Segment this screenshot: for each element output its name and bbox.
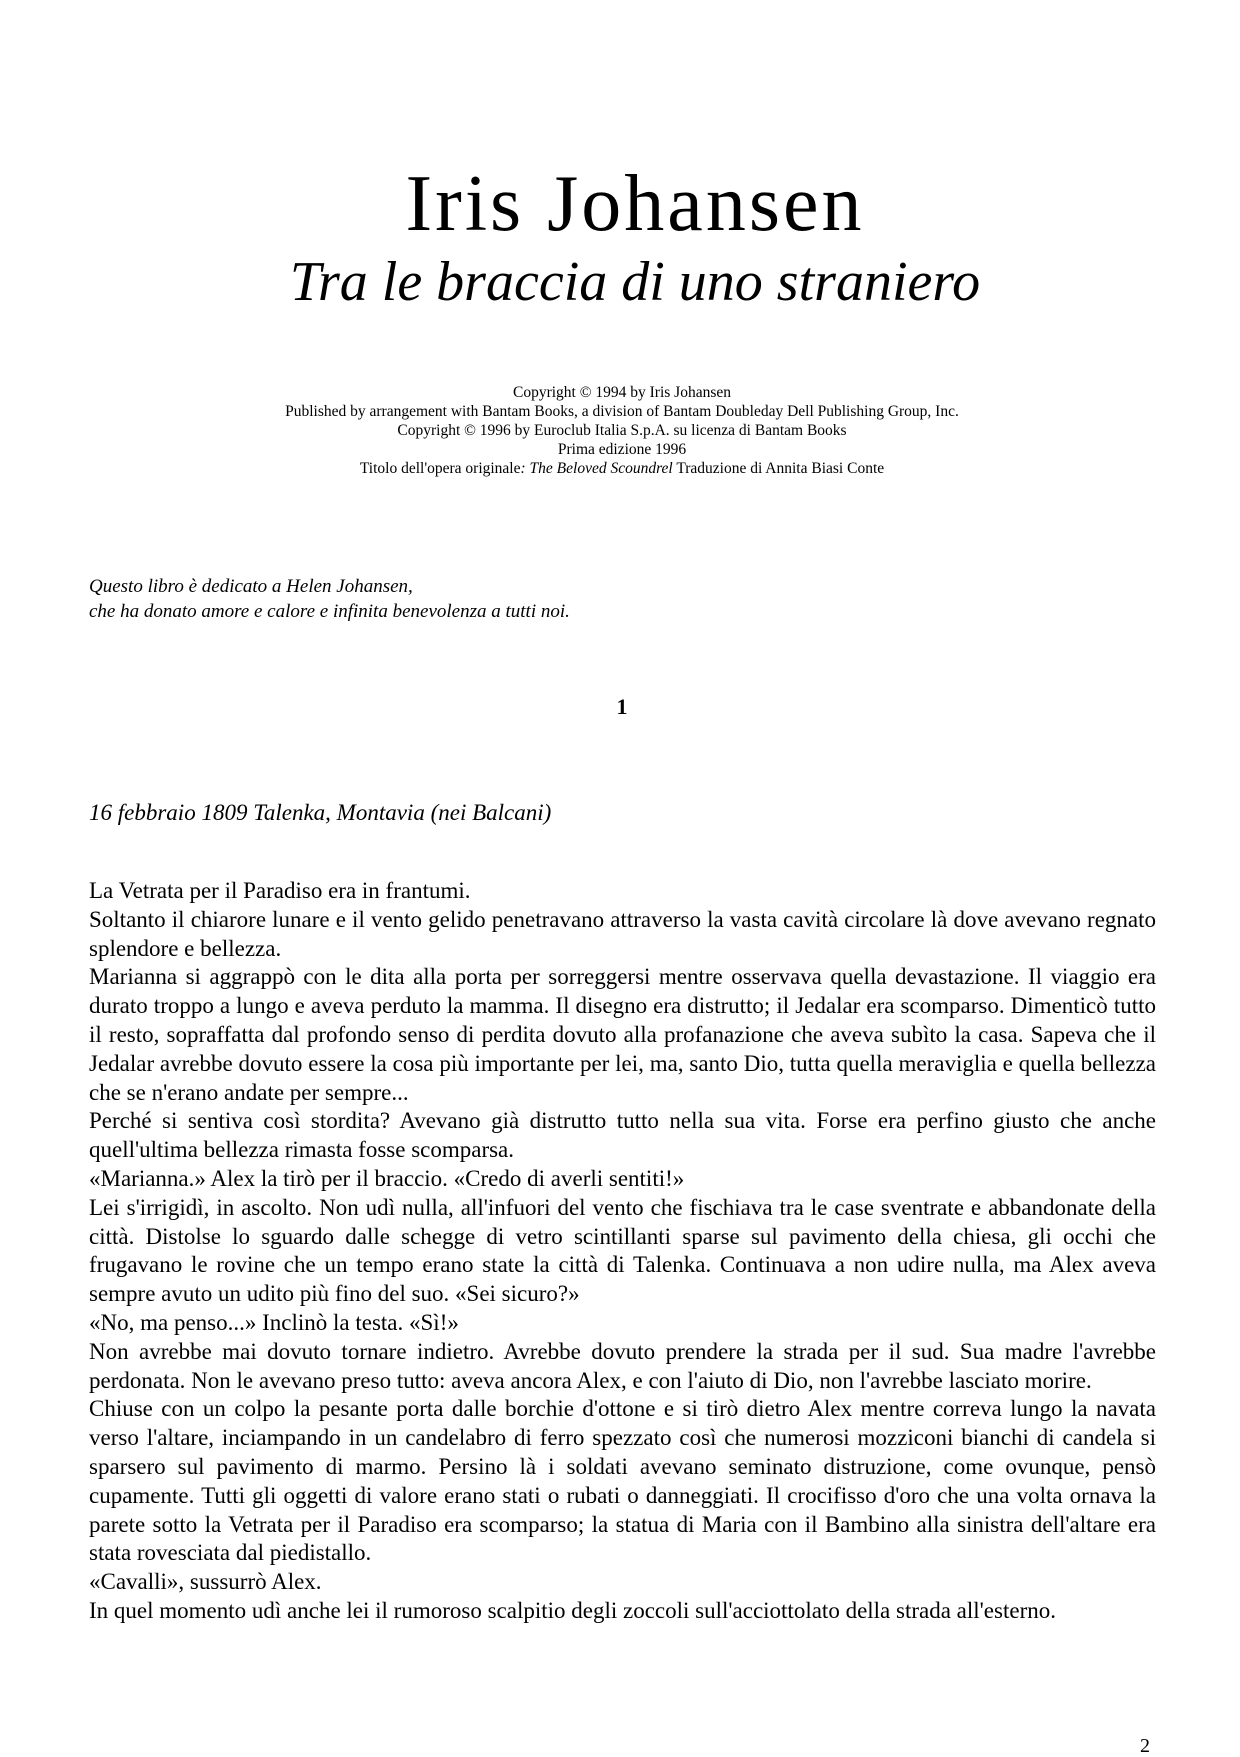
paragraph: Soltanto il chiarore lunare e il vento gelido penetravano attraverso la vasta cavità circolare là dove avevano regnato splendore e bellezza. xyxy=(89,906,1156,961)
paragraph: Lei s'irrigidì, in ascolto. Non udì nulla, all'infuori del vento che fischiava tra le case sventrate e abbandonate della città. Distolse lo sguardo dalle schegge di vetro scintillanti sparse sul pavimento della chiesa, gli occhi che frugavano le rovine che un tempo erano state la città di Talenka. Continuava a non udire nulla, ma Alex aveva sempre avuto un udito più fino del suo. «Sei sicuro?» xyxy=(89,1194,1156,1307)
paragraph: La Vetrata per il Paradiso era in frantumi. xyxy=(89,878,471,903)
page-number: 2 xyxy=(1140,1735,1150,1757)
copyright-line: Copyright © 1994 by Iris Johansen xyxy=(513,384,731,401)
chapter-body xyxy=(89,877,1156,1626)
dedication-line: Questo libro è dedicato a Helen Johansen, xyxy=(89,576,413,597)
book-title: Tra le braccia di uno straniero xyxy=(289,251,981,313)
publisher-line: Published by arrangement with Bantam Books, a division of Bantam Doubleday Dell Publishing Group, Inc. xyxy=(285,403,959,420)
dedication-line: che ha donato amore e calore e infinita benevolenza a tutti noi. xyxy=(89,601,570,622)
translator-credit: Traduzione di Annita Biasi Conte xyxy=(672,460,885,477)
copyright-line: Copyright © 1996 by Euroclub Italia S.p.A. su licenza di Bantam Books xyxy=(397,422,847,439)
paragraph: Marianna si aggrappò con le dita alla porta per sorreggersi mentre osservava quella devastazione. Il viaggio era durato troppo a lungo e aveva perduto la mamma. Il disegno era distrutto; il Jedalar era scomparso. Dimenticò tutto il resto, sopraffatta dal profondo senso di perdita dovuto alla profanazione che aveva subìto la casa. Sapeva che il Jedalar avrebbe dovuto essere la cosa più importante per lei, ma, santo Dio, tutta quella meraviglia e quella bellezza che se n'erano andate per sempre... xyxy=(89,964,1156,1105)
original-title-line xyxy=(4,459,1240,478)
paragraph: Chiuse con un colpo la pesante porta dalle borchie d'ottone e si tirò dietro Alex mentre correva lungo la navata verso l'altare, inciampando in un candelabro di ferro spezzato così che numerosi mozziconi bianchi di candela si sparsero sul pavimento di marmo. Persino là i soldati avevano seminato distruzione, come ovunque, pensò cupamente. Tutti gli oggetti di valore erano stati o rubati o danneggiati. Il crocifisso d'oro che una volta ornava la parete sotto la Vetrata per il Paradiso era scomparso; la statua di Maria con il Bambino alla sinistra dell'altare era stata rovesciata dal piedistallo. xyxy=(89,1396,1156,1566)
paragraph: In quel momento udì anche lei il rumoroso scalpitio degli zoccoli sull'acciottolato della strada all'esterno. xyxy=(89,1597,1056,1623)
paragraph: Non avrebbe mai dovuto tornare indietro. Avrebbe dovuto prendere la strada per il sud. Sua madre l'avrebbe perdonata. Non le avevano preso tutto: aveva ancora Alex, e con l'aiuto di Dio, non l'avrebbe lasciato morire. xyxy=(89,1338,1156,1393)
edition-line: Prima edizione 1996 xyxy=(557,441,687,458)
paragraph: «Cavalli», sussurrò Alex. xyxy=(89,1569,322,1595)
dedication xyxy=(89,574,570,624)
author-name: Iris Johansen xyxy=(405,160,865,248)
paragraph: Perché si sentiva così stordita? Avevano già distrutto tutto nella sua vita. Forse era perfino giusto che anche quell'ultima bellezza rimasta fosse scomparsa. xyxy=(89,1108,1156,1163)
copyright-block xyxy=(0,383,1240,478)
paragraph: «No, ma penso...» Inclinò la testa. «Sì!» xyxy=(89,1309,459,1335)
original-title: : The Beloved Scoundrel xyxy=(520,460,673,477)
original-title-label: Titolo dell'opera originale xyxy=(359,460,521,477)
chapter-number: 1 xyxy=(616,694,628,719)
paragraph: «Marianna.» Alex la tirò per il braccio. «Credo di averli sentiti!» xyxy=(89,1165,685,1191)
chapter-dateline: 16 febbraio 1809 Talenka, Montavia (nei Balcani) xyxy=(89,800,552,825)
